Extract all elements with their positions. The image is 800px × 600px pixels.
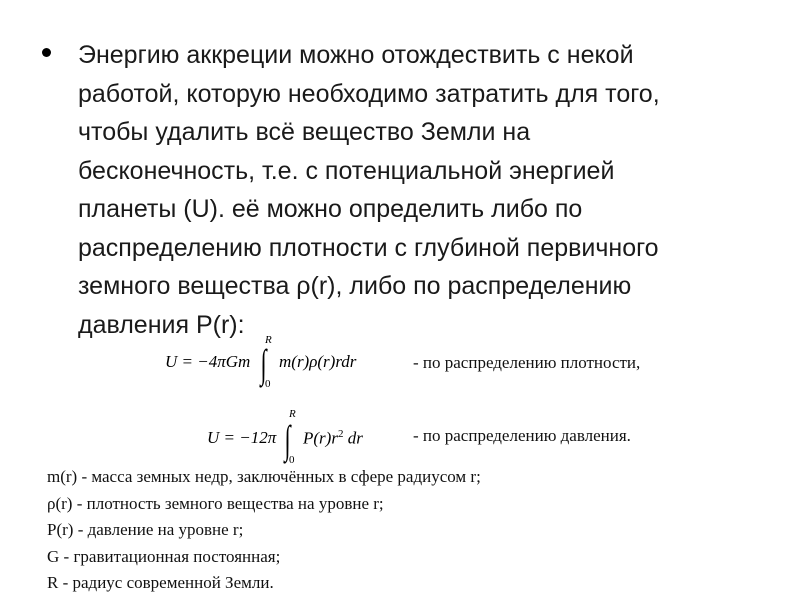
bullet-line: планеты (U). её можно определить либо по bbox=[78, 195, 583, 223]
formula-lhs: U = −12π bbox=[207, 428, 277, 447]
bullet-line: работой, которую необходимо затратить для того, bbox=[78, 79, 660, 108]
formula-lhs: U = −4πGm bbox=[165, 352, 251, 371]
bullet-text bbox=[78, 36, 762, 344]
definition-item: ρ(r) - плотность земного вещества на уровне r; bbox=[47, 493, 384, 513]
definition-item: R - радиус современной Земли. bbox=[47, 573, 274, 592]
definition-item: P(r) - давление на уровне r; bbox=[47, 520, 244, 539]
definitions-list bbox=[47, 464, 767, 597]
bullet-line: земного вещества ρ(r), либо по распределению bbox=[78, 272, 632, 300]
formula-density-note: - по распределению плотности, bbox=[413, 353, 641, 372]
formula-integrand bbox=[303, 428, 363, 449]
integrand-main: P(r)r bbox=[303, 428, 338, 448]
integral-upper-limit: R bbox=[289, 408, 296, 420]
integrand-exponent: 2 bbox=[337, 428, 344, 440]
integral-lower-limit: 0 bbox=[265, 378, 271, 390]
formula-integrand: m(r)ρ(r)rdr bbox=[279, 352, 357, 371]
bullet-line: бесконечность, т.е. с потенциальной энергией bbox=[78, 156, 615, 185]
definition-item: G - гравитационная постоянная; bbox=[47, 546, 281, 566]
integral-sign: ∫ bbox=[284, 417, 291, 462]
integrand-tail: dr bbox=[343, 428, 363, 448]
formula-density bbox=[165, 334, 395, 392]
bullet-paragraph bbox=[42, 36, 762, 344]
integral-sign: ∫ bbox=[260, 341, 267, 386]
bullet-line: Энергию аккреции можно отождествить с некой bbox=[78, 41, 634, 69]
bullet-line: давления P(r): bbox=[78, 310, 245, 339]
formula-pressure-note: - по распределению давления. bbox=[413, 426, 631, 445]
integral-lower-limit: 0 bbox=[289, 454, 295, 466]
definition-item: m(r) - масса земных недр, заключённых в сфере радиусом r; bbox=[47, 467, 481, 486]
bullet-line: распределению плотности с глубиной первичного bbox=[78, 233, 659, 262]
bullet-line: чтобы удалить всё вещество Земли на bbox=[78, 118, 531, 146]
integral-upper-limit: R bbox=[265, 334, 272, 346]
formula-pressure bbox=[207, 408, 407, 468]
bullet-marker bbox=[42, 48, 51, 57]
